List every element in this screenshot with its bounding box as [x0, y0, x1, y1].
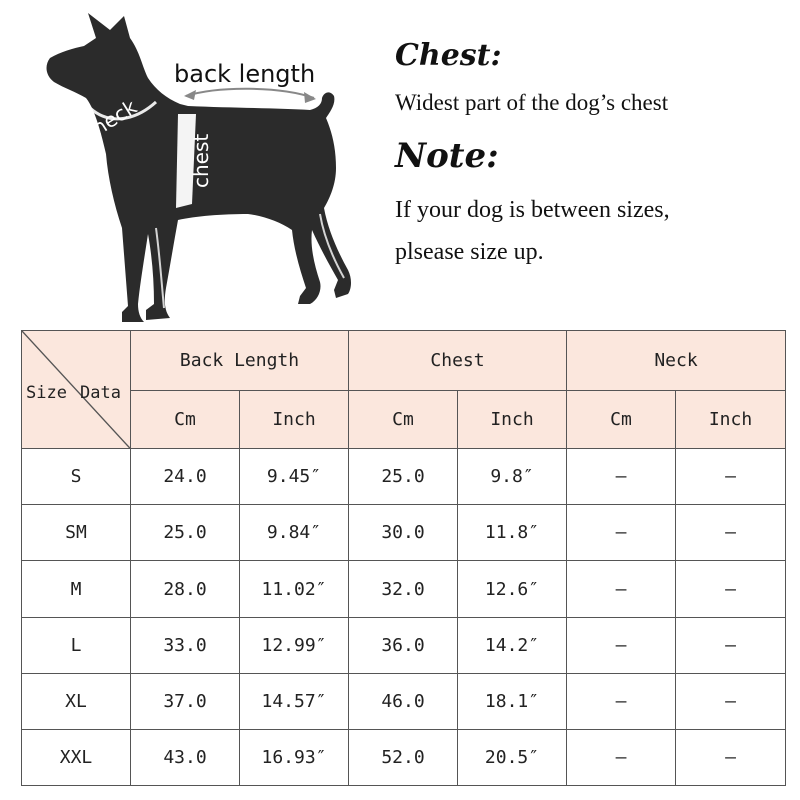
value-cell: –	[567, 729, 676, 785]
note-heading: Note:	[395, 136, 499, 176]
value-cell: 28.0	[131, 561, 240, 617]
value-cell: 11.02″	[240, 561, 349, 617]
value-cell: 14.2″	[458, 617, 567, 673]
chest-label: chest	[189, 133, 213, 188]
size-cell: L	[22, 617, 131, 673]
value-cell: 52.0	[349, 729, 458, 785]
dog-silhouette-icon	[18, 8, 378, 328]
chest-description: Widest part of the dog’s chest	[395, 90, 669, 115]
size-cell: XXL	[22, 729, 131, 785]
value-cell: 36.0	[349, 617, 458, 673]
group-header-neck: Neck	[567, 331, 786, 391]
value-cell: 11.8″	[458, 505, 567, 561]
value-cell: 25.0	[349, 449, 458, 505]
corner-data-label: Data	[80, 383, 121, 403]
value-cell: 14.57″	[240, 673, 349, 729]
value-cell: 18.1″	[458, 673, 567, 729]
value-cell: 24.0	[131, 449, 240, 505]
unit-header: Inch	[676, 391, 786, 449]
value-cell: –	[567, 449, 676, 505]
value-cell: –	[567, 505, 676, 561]
corner-size-label: Size	[26, 383, 67, 403]
value-cell: –	[676, 673, 786, 729]
corner-header-cell	[22, 331, 131, 449]
table-row	[22, 505, 786, 561]
value-cell: –	[567, 561, 676, 617]
value-cell: –	[567, 617, 676, 673]
size-cell: S	[22, 449, 131, 505]
value-cell: 9.84″	[240, 505, 349, 561]
size-cell: M	[22, 561, 131, 617]
value-cell: –	[676, 617, 786, 673]
value-cell: –	[676, 729, 786, 785]
value-cell: 43.0	[131, 729, 240, 785]
value-cell: –	[567, 673, 676, 729]
back-length-label: back length	[174, 60, 316, 88]
value-cell: 25.0	[131, 505, 240, 561]
unit-header: Inch	[240, 391, 349, 449]
size-chart-table	[21, 330, 786, 786]
value-cell: 12.99″	[240, 617, 349, 673]
table-row	[22, 673, 786, 729]
value-cell: 9.8″	[458, 449, 567, 505]
table-row	[22, 729, 786, 785]
unit-header: Cm	[131, 391, 240, 449]
table-row	[22, 449, 786, 505]
size-cell: XL	[22, 673, 131, 729]
note-line-2: plsease size up.	[395, 239, 544, 265]
value-cell: 30.0	[349, 505, 458, 561]
value-cell: 32.0	[349, 561, 458, 617]
chest-heading: Chest:	[395, 38, 502, 73]
value-cell: –	[676, 561, 786, 617]
value-cell: –	[676, 505, 786, 561]
value-cell: 20.5″	[458, 729, 567, 785]
note-line-1: If your dog is between sizes,	[395, 197, 670, 223]
value-cell: 46.0	[349, 673, 458, 729]
table-row	[22, 561, 786, 617]
unit-header: Cm	[567, 391, 676, 449]
unit-header: Inch	[458, 391, 567, 449]
value-cell: 9.45″	[240, 449, 349, 505]
table-row	[22, 617, 786, 673]
size-cell: SM	[22, 505, 131, 561]
group-header-chest: Chest	[349, 331, 567, 391]
group-header-back-length: Back Length	[131, 331, 349, 391]
value-cell: 37.0	[131, 673, 240, 729]
value-cell: 33.0	[131, 617, 240, 673]
neck-label: neck	[87, 94, 141, 141]
value-cell: 12.6″	[458, 561, 567, 617]
top-section	[0, 0, 800, 330]
value-cell: –	[676, 449, 786, 505]
dog-measurement-figure	[18, 8, 378, 328]
unit-header: Cm	[349, 391, 458, 449]
value-cell: 16.93″	[240, 729, 349, 785]
